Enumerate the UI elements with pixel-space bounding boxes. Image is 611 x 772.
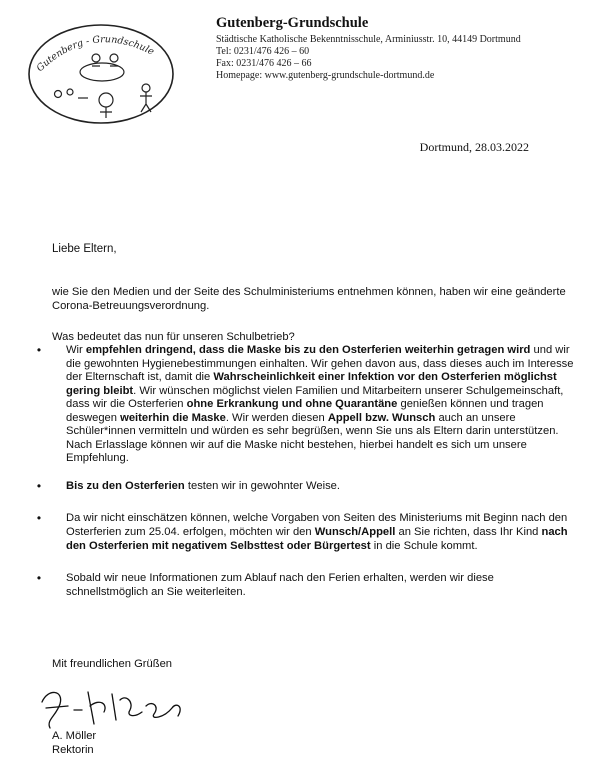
closing-line: Mit freundlichen Grüßen xyxy=(52,658,173,670)
school-fax: Fax: 0231/476 426 – 66 xyxy=(216,58,312,69)
school-logo xyxy=(26,22,176,126)
intro-paragraph: wie Sie den Medien und der Seite des Schulministeriums entnehmen können, haben wir eine geänderte Corona-Betreuungsverordnung. xyxy=(52,286,566,312)
list-item: • Da wir nicht einschätzen können, welche Vorgaben von Seiten des Ministeriums mit Beginn nach den Osterferien zum 25.04. erfolgen, möchten wir den Wunsch/Appell an Sie richten, dass Ihr Kind nach den Osterferien mit negativem Selbsttest oder Bürgertest in die Schule kommt. xyxy=(34,512,574,553)
logo-arc-text: Gutenberg - Grundschule xyxy=(34,34,156,75)
bullet-icon: • xyxy=(36,478,42,493)
school-homepage: Homepage: www.gutenberg-grundschule-dortmund.de xyxy=(216,70,435,81)
bullet-list xyxy=(34,344,574,613)
school-tel: Tel: 0231/476 426 – 60 xyxy=(216,46,310,57)
bullet-icon: • xyxy=(36,511,42,526)
signer-block xyxy=(52,730,96,757)
date-line: Dortmund, 28.03.2022 xyxy=(419,140,529,154)
school-address: Städtische Katholische Bekenntnisschule, Arminiusstr. 10, 44149 Dortmund xyxy=(216,34,521,45)
signature xyxy=(34,684,194,730)
signer-name: A. Möller xyxy=(52,730,97,742)
bullet-icon: • xyxy=(36,343,42,357)
signer-title: Rektorin xyxy=(52,743,94,756)
question-line: Was bedeutet das nun für unseren Schulbetrieb? xyxy=(52,331,295,343)
children-drawing-icon xyxy=(55,54,153,118)
salutation: Liebe Eltern, xyxy=(52,243,117,255)
list-item: • Wir empfehlen dringend, dass die Maske bis zu den Osterferien weiterhin getragen wird und wir die gewohnten Hygienebestimmungen einhalten. Wir gehen davon aus, dass dieses auch im Interesse der Elternschaft ist, damit die Wahrscheinlichkeit einer Infektion vor den Osterferien möglichst gering bleibt. Wir wünschen möglichst vielen Familien und Mitarbeitern unserer Schulgemeinschaft, dass wir die Osterferien ohne Erkrankung und ohne Quarantäne genießen können und tragen deswegen weiterhin die Maske. Wir werden diesen Appell bzw. Wunsch auch an unsere Schüler*innen vermitteln und würden es sehr begrüßen, wenn Sie uns als Eltern darin unterstützen. Nach Erlasslage können wir auf die Maske nicht bestehen, hierbei handelt es sich um unsere Empfehlung. xyxy=(34,344,574,466)
list-item: • Bis zu den Osterferien testen wir in gewohnter Weise. xyxy=(34,480,574,494)
bullet-icon: • xyxy=(36,571,42,586)
list-item: • Sobald wir neue Informationen zum Ablauf nach den Ferien erhalten, werden wir diese schnellstmöglich an Sie weiterleiten. xyxy=(34,572,574,599)
letterhead xyxy=(216,14,596,82)
school-name: Gutenberg-Grundschule xyxy=(216,15,369,31)
